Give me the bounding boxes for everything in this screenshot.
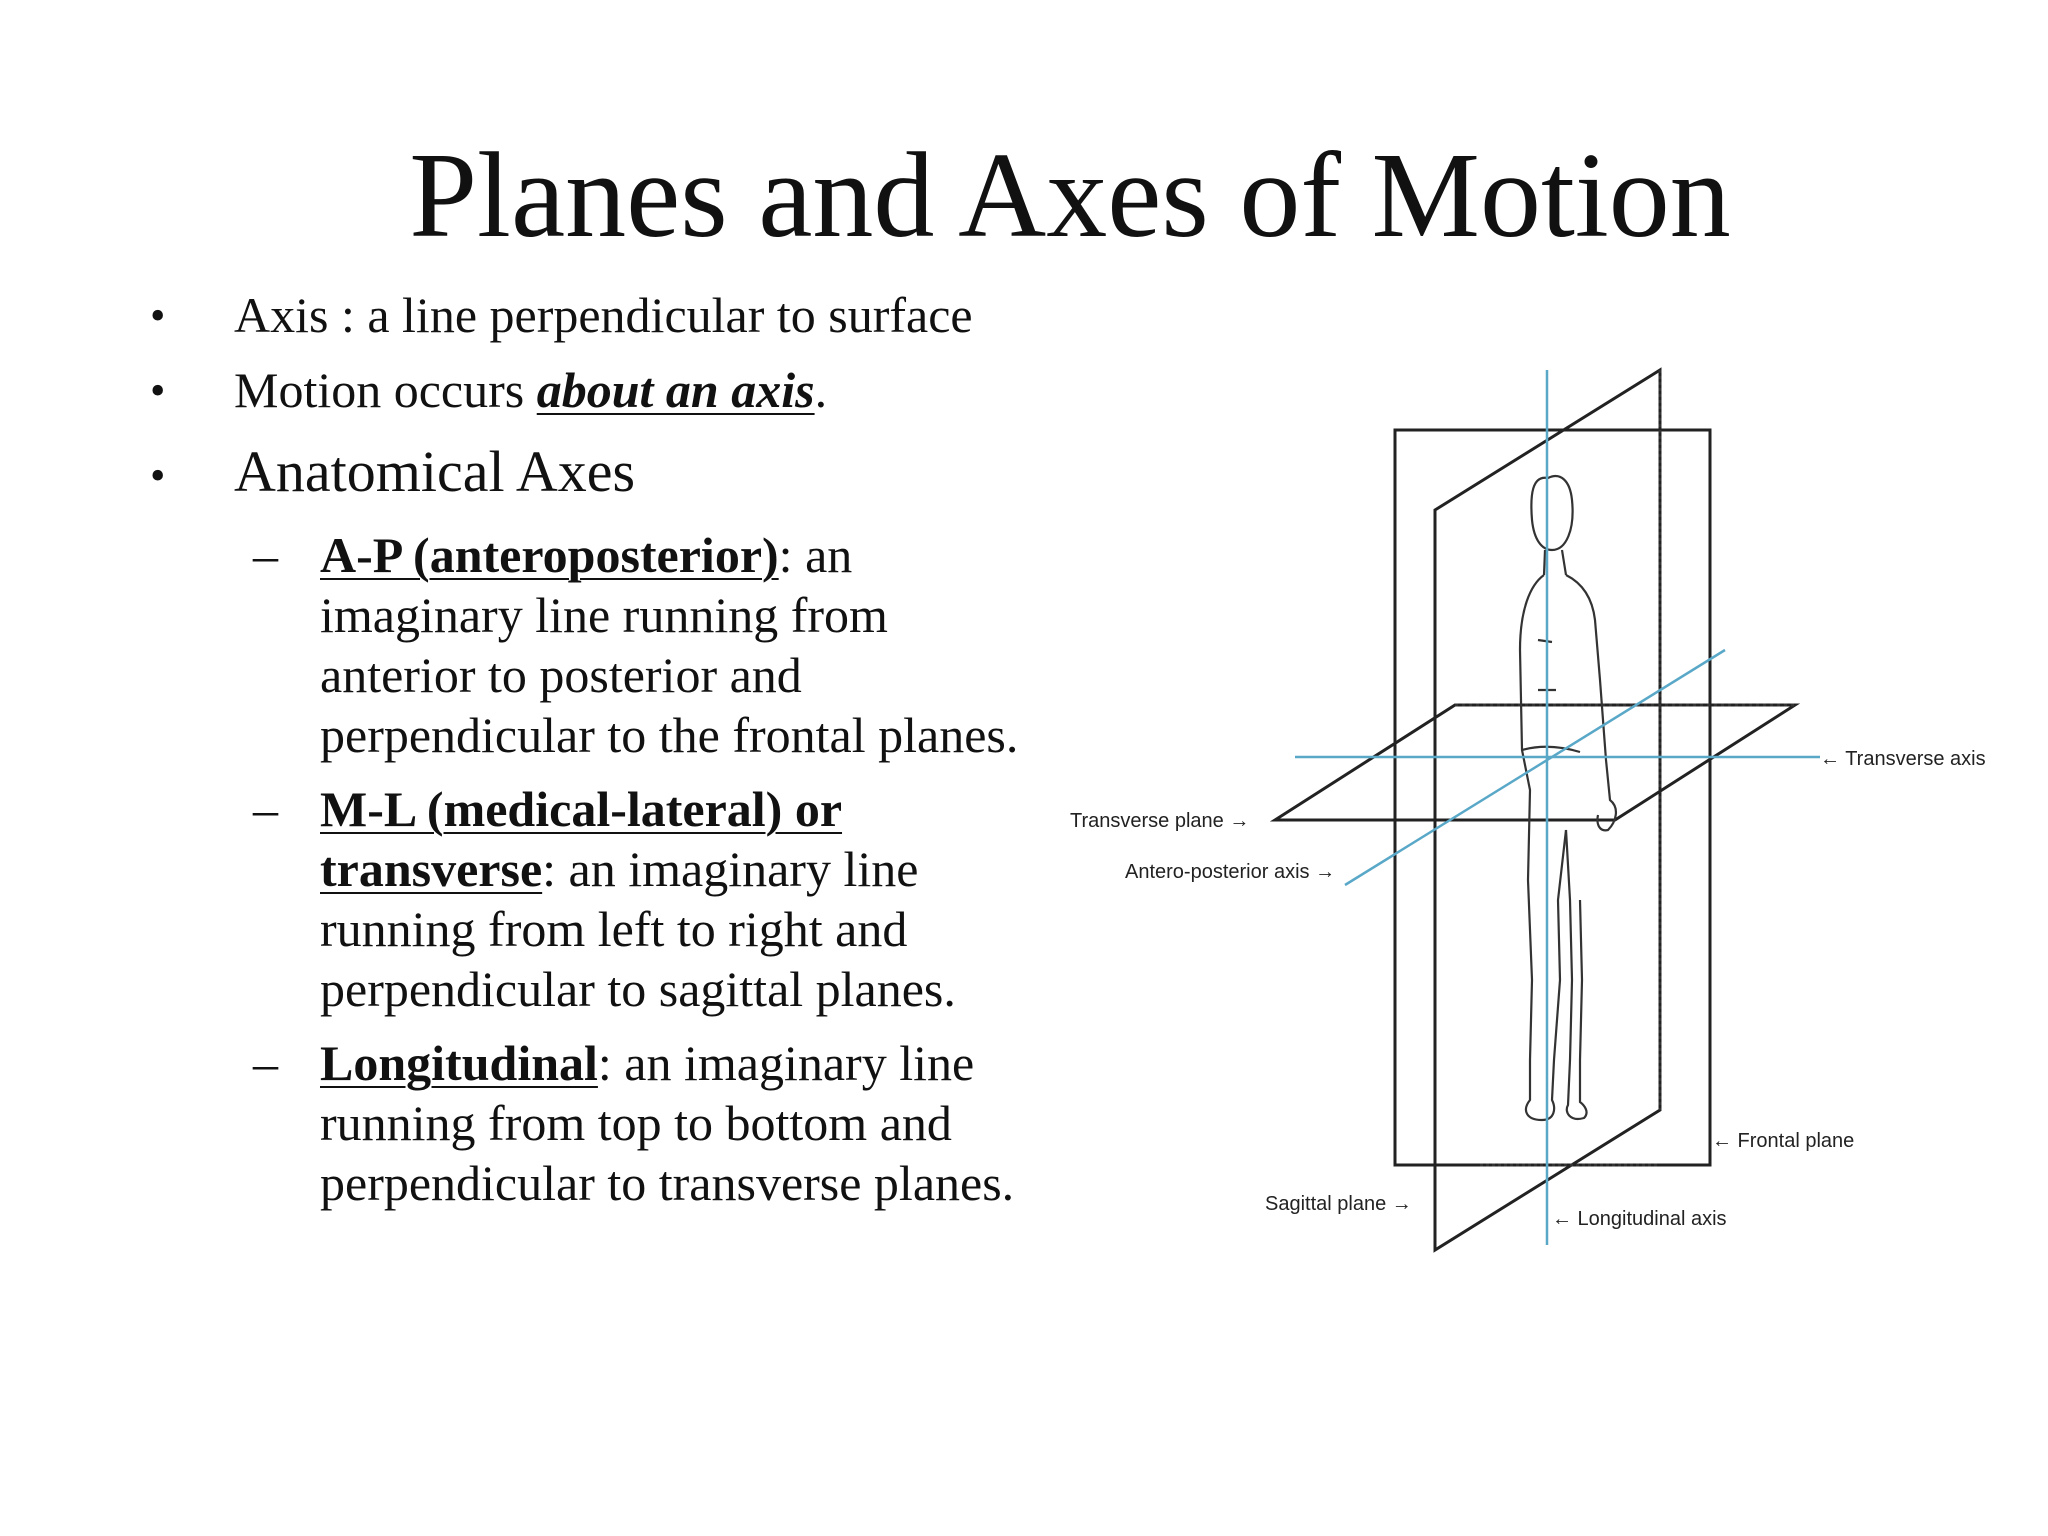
dash-marker: –: [253, 781, 278, 837]
dash-marker: –: [253, 527, 278, 583]
antero-posterior-axis-line: [1345, 650, 1725, 885]
planes-axes-diagram: [1060, 360, 2020, 1260]
planes-axes-figure: [1060, 360, 2020, 1260]
ap-axis-text: : an imaginary line running from anterior to posterior and perpendicular to the frontal planes.: [320, 527, 1019, 763]
bullet-dot: •: [150, 291, 166, 340]
slide-title: Planes and Axes of Motion: [409, 128, 1731, 263]
longitudinal-axis-text: : an imaginary line running from top to bottom and perpendicular to transverse planes.: [320, 1035, 1015, 1211]
frontal-plane: [1395, 430, 1710, 1165]
label-antero-posterior-axis: Antero-posterior axis →: [1125, 861, 1336, 883]
bullet-axis-definition: [150, 285, 1030, 346]
ml-axis-text: : an imaginary line running from left to right and perpendicular to sagittal planes.: [320, 841, 956, 1017]
label-frontal-plane: ← Frontal plane: [1712, 1130, 1855, 1152]
label-longitudinal-axis: ← Longitudinal axis: [1552, 1208, 1727, 1230]
longitudinal-axis-term: Longitudinal: [320, 1035, 598, 1091]
sub-item-ml-axis: [150, 779, 1030, 1019]
label-transverse-axis: ← Transverse axis: [1820, 748, 1986, 770]
bullet-motion: [150, 360, 1030, 421]
bullet-anatomical-axes: [150, 437, 1030, 507]
sub-item-ap-axis: [150, 525, 1030, 765]
motion-suffix: .: [814, 362, 828, 418]
label-transverse-plane: Transverse plane →: [1070, 810, 1250, 832]
anatomical-axes-heading: Anatomical Axes: [234, 439, 636, 504]
ml-axis-term: M-L (medical-lateral) or transverse: [320, 781, 843, 897]
dash-marker: –: [253, 1035, 278, 1091]
axis-definition-text: Axis : a line perpendicular to surface: [234, 287, 973, 343]
motion-text: Motion occurs: [234, 362, 537, 418]
motion-emphasis: about an axis: [536, 362, 815, 418]
bullet-list: [150, 285, 1030, 1213]
bullet-dot: •: [150, 451, 166, 500]
human-figure: [1520, 476, 1616, 1120]
transverse-plane: [1275, 705, 1795, 820]
ap-axis-term: A-P (anteroposterior): [320, 527, 779, 583]
label-sagittal-plane: Sagittal plane →: [1265, 1193, 1412, 1215]
sub-item-longitudinal-axis: [150, 1033, 1030, 1213]
bullet-dot: •: [150, 366, 166, 415]
